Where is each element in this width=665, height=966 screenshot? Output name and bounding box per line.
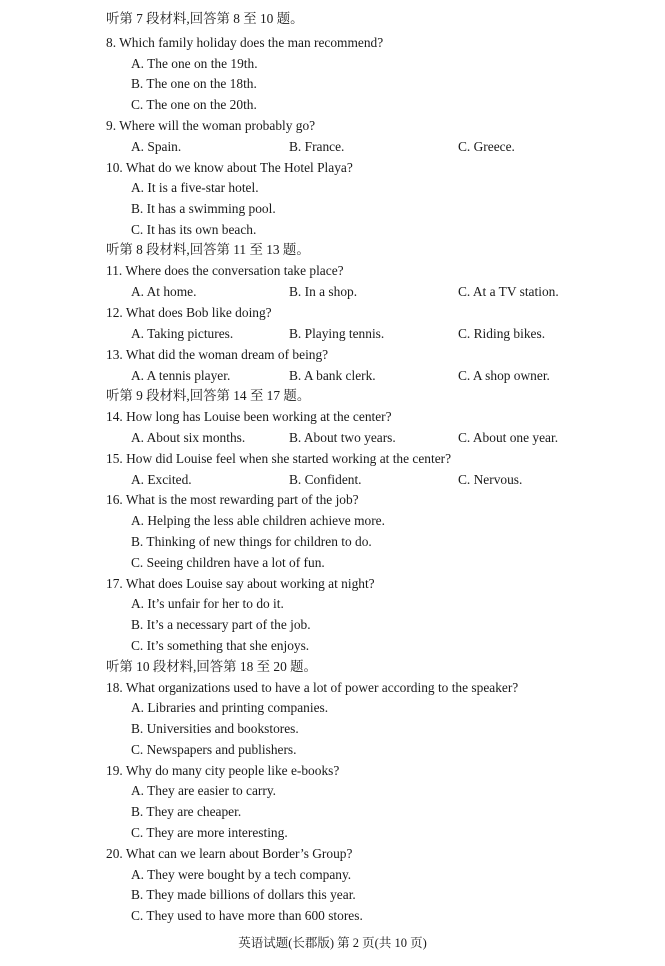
option-c: C. The one on the 20th.: [131, 97, 257, 112]
option-row: [0, 199, 665, 220]
option-row: [0, 220, 665, 241]
option-c: C. It has its own beach.: [131, 222, 257, 237]
option-b: B. They made billions of dollars this year.: [131, 887, 356, 902]
option-row: [0, 802, 665, 823]
question-stem: 14. How long has Louise been working at the center?: [106, 409, 392, 424]
option-b: B. It has a swimming pool.: [131, 201, 276, 216]
option-c: C. Riding bikes.: [458, 326, 546, 341]
option-row: [0, 137, 665, 158]
option-b: B. Thinking of new things for children to do.: [131, 534, 372, 549]
option-b: B. A bank clerk.: [289, 368, 376, 383]
option-b: B. They are cheaper.: [131, 804, 242, 819]
option-row: [0, 178, 665, 199]
option-row: [0, 553, 665, 574]
question-stem: 20. What can we learn about Border’s Group?: [106, 846, 353, 861]
option-c: C. Newspapers and publishers.: [131, 742, 297, 757]
option-row: [0, 54, 665, 75]
option-c: C. They are more interesting.: [131, 825, 288, 840]
question-stem: 12. What does Bob like doing?: [106, 305, 272, 320]
question-stem: 9. Where will the woman probably go?: [106, 118, 316, 133]
option-a: A. About six months.: [131, 430, 246, 445]
option-b: B. The one on the 18th.: [131, 76, 257, 91]
question-stem: 15. How did Louise feel when she started working at the center?: [106, 451, 452, 466]
option-a: A. It’s unfair for her to do it.: [131, 596, 284, 611]
option-b: B. About two years.: [289, 430, 396, 445]
option-a: A. Excited.: [131, 472, 192, 487]
option-b: B. Playing tennis.: [289, 326, 385, 341]
question-stem: 18. What organizations used to have a lot of power according to the speaker?: [106, 680, 519, 695]
option-c: C. Greece.: [458, 139, 515, 154]
section-heading: 听第 9 段材料,回答第 14 至 17 题。: [106, 388, 311, 403]
option-row: [0, 636, 665, 657]
option-c: C. They used to have more than 600 stores.: [131, 908, 363, 923]
question-stem: 19. Why do many city people like e-books?: [106, 763, 340, 778]
option-row: [0, 781, 665, 802]
option-b: B. In a shop.: [289, 284, 358, 299]
option-row: [0, 906, 665, 927]
option-a: A. Helping the less able children achieve more.: [131, 513, 385, 528]
question-stem: 16. What is the most rewarding part of the job?: [106, 492, 359, 507]
page-footer: 英语试题(长郡版) 第 2 页(共 10 页): [238, 936, 427, 950]
option-row: [0, 470, 665, 491]
option-row: [0, 740, 665, 761]
option-a: A. At home.: [131, 284, 197, 299]
option-row: [0, 366, 665, 387]
option-c: C. Nervous.: [458, 472, 523, 487]
option-a: A. A tennis player.: [131, 368, 231, 383]
option-a: A. They were bought by a tech company.: [131, 867, 352, 882]
option-c: C. Seeing children have a lot of fun.: [131, 555, 325, 570]
option-row: [0, 594, 665, 615]
option-row: [0, 95, 665, 116]
option-row: [0, 615, 665, 636]
option-row: [0, 719, 665, 740]
section-heading: 听第 8 段材料,回答第 11 至 13 题。: [106, 242, 310, 257]
section-heading: 听第 10 段材料,回答第 18 至 20 题。: [106, 659, 317, 674]
question-stem: 8. Which family holiday does the man recommend?: [106, 35, 384, 50]
option-b: B. It’s a necessary part of the job.: [131, 617, 311, 632]
option-a: A. Spain.: [131, 139, 182, 154]
option-row: [0, 698, 665, 719]
question-stem: 10. What do we know about The Hotel Playa?: [106, 160, 353, 175]
option-row: [0, 324, 665, 345]
option-a: A. Taking pictures.: [131, 326, 234, 341]
section-heading: 听第 7 段材料,回答第 8 至 10 题。: [106, 11, 304, 26]
question-stem: 13. What did the woman dream of being?: [106, 347, 329, 362]
question-stem: 11. Where does the conversation take place?: [106, 263, 344, 278]
option-c: C. A shop owner.: [458, 368, 550, 383]
option-row: [0, 74, 665, 95]
option-a: A. Libraries and printing companies.: [131, 700, 329, 715]
option-row: [0, 511, 665, 532]
option-row: [0, 865, 665, 886]
option-a: A. It is a five-star hotel.: [131, 180, 259, 195]
option-a: A. The one on the 19th.: [131, 56, 258, 71]
option-b: B. Universities and bookstores.: [131, 721, 299, 736]
option-row: [0, 532, 665, 553]
option-b: B. France.: [289, 139, 345, 154]
option-c: C. At a TV station.: [458, 284, 559, 299]
option-row: [0, 823, 665, 844]
option-row: [0, 428, 665, 449]
option-b: B. Confident.: [289, 472, 362, 487]
option-c: C. About one year.: [458, 430, 559, 445]
option-row: [0, 282, 665, 303]
question-stem: 17. What does Louise say about working at night?: [106, 576, 375, 591]
option-c: C. It’s something that she enjoys.: [131, 638, 310, 653]
option-row: [0, 885, 665, 906]
option-a: A. They are easier to carry.: [131, 783, 276, 798]
